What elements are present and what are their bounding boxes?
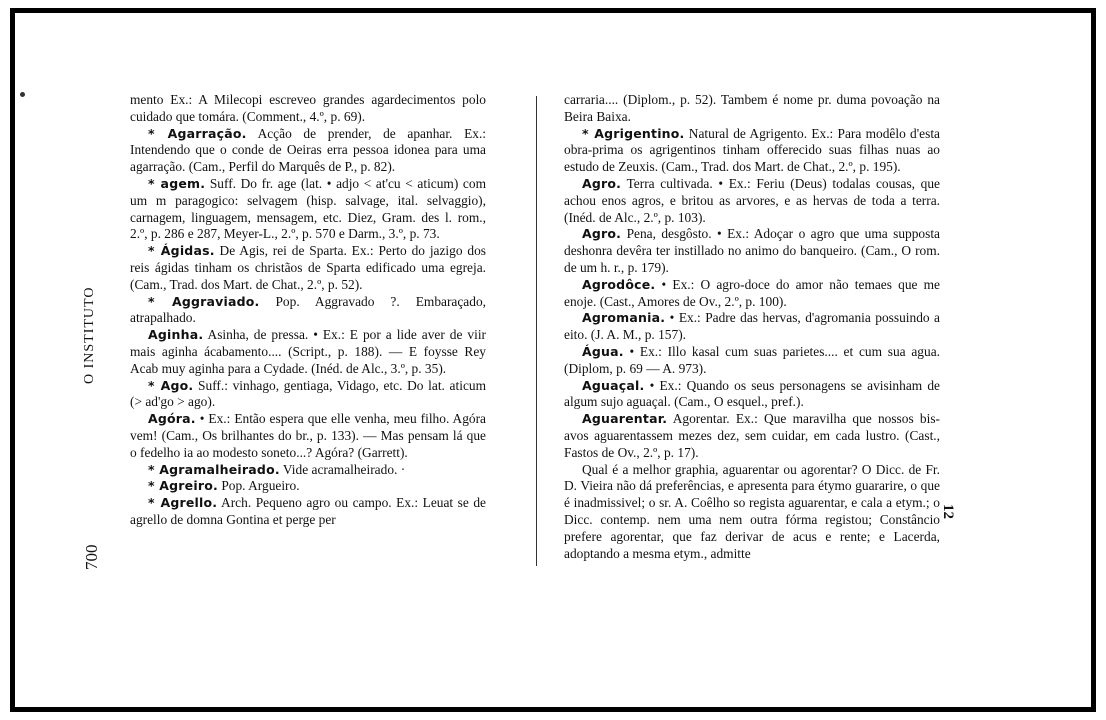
dictionary-entry bbox=[130, 126, 486, 176]
ink-spot bbox=[20, 92, 25, 97]
dictionary-entry bbox=[564, 462, 940, 563]
column-divider bbox=[536, 96, 537, 566]
entry-headword: Agromania. bbox=[582, 310, 666, 326]
entry-text: • Ex.: Então espera que elle venha, meu filho. Agóra vem! (Cam., Os brilhantes do br., p. 133). — Mas pensam lá que o fedelho ia ao modesto soneto...? Agóra? (Garrett). bbox=[130, 411, 486, 460]
entry-text: • Ex.: O agro-doce do amor não temaes que me enoje. (Cast., Amores de Ov., 2.º, p. 100). bbox=[564, 276, 940, 309]
dictionary-entry bbox=[564, 277, 940, 311]
entry-text: Pop. Aggravado ?. Embaraçado, atrapalhado. bbox=[130, 293, 486, 326]
entry-text: Arch. Pequeno agro ou campo. Ex.: Leuat se de agrello de domna Gontina et perge per bbox=[130, 495, 486, 527]
entry-text: • Ex.: Padre das hervas, d'agromania possuindo a eito. (J. A. M., p. 157). bbox=[564, 310, 940, 343]
dictionary-entry: carraria.... (Diplom., p. 52). Tambem é nome pr. duma povoação na Beira Baixa. bbox=[564, 92, 940, 124]
entry-text: Vide acramalheirado. · bbox=[282, 461, 406, 477]
dictionary-entry bbox=[564, 310, 940, 344]
entry-text: Pena, desgôsto. • Ex.: Adoçar o agro que uma supposta deshonra devêra ter instillado no animo do banqueiro. (Cam., O rom. de um h. r., p. 179). bbox=[564, 226, 941, 275]
dictionary-entry bbox=[564, 378, 940, 412]
left-column bbox=[130, 92, 486, 529]
entry-headword: * agem. bbox=[148, 175, 206, 191]
entry-text: Suff.: vinhago, gentiaga, Vidago, etc. Do lat. aticum (> ad'go > ago). bbox=[130, 377, 486, 410]
entry-headword: * Ago. bbox=[148, 377, 194, 393]
entry-headword: * Aggraviado. bbox=[148, 293, 260, 309]
entry-text: Asinha, de pressa. • Ex.: E por a lide aver de viir mais aginha ácabamento.... (Script., p. 188). — E foysse Rey Acab muy aginha para a Cydade. (Inéd. de Alc., 3.º, p. 35). bbox=[130, 327, 486, 376]
entry-headword: * Agrello. bbox=[148, 495, 218, 511]
entry-text: • Ex.: Illo kasal cum suas parietes.... et cum sua agua. (Diplom, p. 69 — A. 973). bbox=[564, 343, 940, 376]
entry-headword: * Agreiro. bbox=[148, 478, 218, 494]
dictionary-entry bbox=[130, 462, 486, 479]
dictionary-entry: mento Ex.: A Milecopi escreveo grandes agardecimentos polo cuidado que tomára. (Comment., 4.º, p. 69). bbox=[130, 92, 486, 124]
entry-text: Acção de prender, de apanhar. Ex.: Intendendo que o conde de Oeiras erra pessoa idonea para uma agarração. (Cam., Perfil do Marquês de P., p. 82). bbox=[130, 125, 487, 175]
entry-headword: Agro. bbox=[582, 175, 622, 191]
dictionary-entry bbox=[130, 176, 486, 243]
right-column bbox=[564, 92, 940, 562]
entry-text: Suff. Do fr. age (lat. • adjo < at'cu < aticum) com um m paragogico: selvagem (hisp. salvage, ital. selvaggio), carnagem, linguagem, mensagem, etc. Diez, Gram. des l. rom., 2.º, p. 286 e 287, Meyer-L., 2.º, p. 570 e Darm., 3.º, p. 73. bbox=[130, 175, 486, 242]
entry-headword: * Agramalheirado. bbox=[148, 461, 280, 477]
entry-headword: Agrodôce. bbox=[582, 276, 656, 292]
dictionary-entry bbox=[564, 226, 940, 276]
dictionary-entry bbox=[130, 495, 486, 529]
dictionary-entry bbox=[130, 378, 486, 412]
dictionary-entry bbox=[564, 344, 940, 378]
entry-headword: Água. bbox=[582, 343, 624, 359]
entry-text: Qual é a melhor graphia, aguarentar ou agorentar? O Dicc. de Fr. D. Vieira não dá preferências, e apresenta para étymo guararire, o que é inadmissivel; o sr. A. Coêlho so regista aguarentar, e cala a etym.; o Dicc. contemp. nem uma nem outra fórma registou; Constâncio prefere agorentar, que faz derivar de acus e rente; e Lacerda, adoptando a mesma etym., admitte bbox=[564, 461, 940, 561]
dictionary-entry bbox=[130, 294, 486, 328]
entry-headword: * Agarração. bbox=[148, 125, 247, 141]
entry-headword: Aguaçal. bbox=[582, 377, 645, 393]
entry-headword: Agóra. bbox=[148, 411, 196, 427]
entry-text: De Agis, rei de Sparta. Ex.: Perto do jazigo dos reis ágidas tinham os christãos de Sparta edificado uma egreja. (Cam., Trad. dos Mart. de Chat., 2.º, p. 52). bbox=[130, 243, 486, 292]
entry-text: Terra cultivada. • Ex.: Feriu (Deus) todalas cousas, que achou enos agros, e britou as arvores, e as hervas de toda a terra. (Inéd. de Alc., 2.º, p. 103). bbox=[564, 175, 941, 225]
dictionary-entry bbox=[130, 411, 486, 461]
entry-headword: Aguarentar. bbox=[582, 411, 668, 427]
dictionary-entry bbox=[564, 411, 940, 461]
entry-text: • Ex.: Quando os seus personagens se avisinham de algum sujo aguaçal. (Cam., O esquel., pref.). bbox=[564, 377, 940, 410]
margin-mark: 12 bbox=[940, 504, 956, 519]
dictionary-entry bbox=[130, 327, 486, 377]
entry-headword: Agro. bbox=[582, 226, 622, 242]
dictionary-entry bbox=[564, 126, 940, 176]
entry-text: Agorentar. Ex.: Que maravilha que nossos bis-avos aguarentassem mezes dez, sem cuidar, em cada lustro. (Cast., Fastos de Ov., 2.º, p. 17). bbox=[564, 411, 940, 460]
dictionary-entry bbox=[564, 176, 940, 226]
entry-headword: * Ágidas. bbox=[148, 243, 215, 259]
entry-text: Pop. Argueiro. bbox=[221, 478, 300, 494]
entry-text: Natural de Agrigento. Ex.: Para modêlo d'esta obra-prima os agrigentinos tinham offerecido suas filhas nuas ao estudo de Zeuxis. (Cam., Trad. dos Mart. de Chat., 2.º, p. 195). bbox=[564, 125, 940, 175]
running-title: O INSTITUTO bbox=[82, 286, 97, 384]
entry-headword: Aginha. bbox=[148, 327, 204, 343]
page-number: 700 bbox=[82, 544, 101, 570]
entry-headword: * Agrigentino. bbox=[582, 125, 685, 141]
dictionary-entry bbox=[130, 243, 486, 293]
dictionary-entry bbox=[130, 478, 486, 495]
